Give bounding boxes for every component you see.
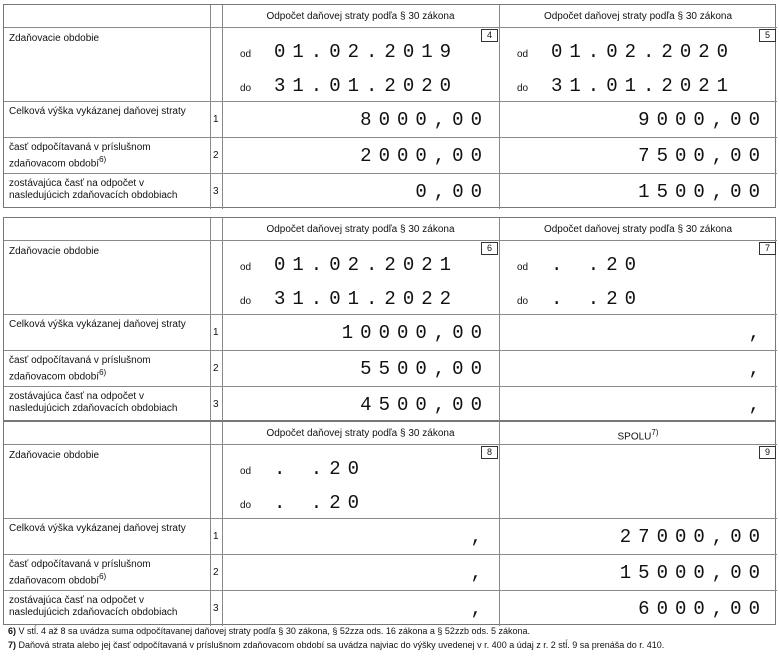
period-label: Zdaňovacie obdobie xyxy=(9,33,100,44)
amount-field[interactable]: 2000,00 xyxy=(360,145,489,167)
form-section-1 xyxy=(3,4,776,208)
amount-field[interactable]: 7500,00 xyxy=(638,145,767,167)
row-label xyxy=(9,595,204,619)
column-header xyxy=(499,224,777,235)
row-number: 3 xyxy=(213,603,219,614)
row-number: 1 xyxy=(213,114,219,125)
amount-field[interactable]: 6000,00 xyxy=(638,598,767,620)
row-divider xyxy=(4,554,777,555)
column-number-box: 7 xyxy=(759,242,776,255)
form-section-2 xyxy=(3,217,776,421)
column-header xyxy=(222,11,499,22)
column-header-text: SPOLU xyxy=(617,431,652,443)
row-label-text: zostávajúca časť na odpočet v nasledujúcich zdaňovacích obdobiach xyxy=(9,595,178,618)
date-to-field[interactable]: 31.01.2020 xyxy=(274,75,459,97)
column-divider xyxy=(210,5,211,209)
do-label: do xyxy=(240,296,252,307)
row-label-text: časť odpočítavaná v príslušnom zdaňovacom období xyxy=(9,142,151,170)
row-label-text: Celková výška vykázanej daňovej straty xyxy=(9,319,186,330)
amount-field[interactable]: 9000,00 xyxy=(638,109,767,131)
column-header-text: Odpočet daňovej straty podľa § 30 zákona xyxy=(266,224,455,235)
amount-field[interactable]: , xyxy=(748,358,767,380)
od-label: od xyxy=(240,49,252,60)
column-header xyxy=(222,428,499,439)
do-label: do xyxy=(240,83,252,94)
date-from-field[interactable]: 01.02.2019 xyxy=(274,41,459,63)
column-divider xyxy=(499,218,500,422)
row-label xyxy=(9,142,204,170)
do-label: do xyxy=(517,296,529,307)
column-divider xyxy=(222,218,223,422)
date-to-field[interactable]: . .20 xyxy=(274,492,367,514)
date-from-field[interactable]: 01.02.2021 xyxy=(274,254,459,276)
date-to-field[interactable]: . .20 xyxy=(551,288,644,310)
row-divider xyxy=(4,101,777,102)
row-number: 2 xyxy=(213,567,219,578)
od-label: od xyxy=(240,466,252,477)
row-divider xyxy=(4,173,777,174)
od-label: od xyxy=(240,262,252,273)
row-label xyxy=(9,559,204,587)
amount-field[interactable]: , xyxy=(470,598,489,620)
amount-field[interactable]: , xyxy=(748,322,767,344)
amount-field[interactable]: 8000,00 xyxy=(360,109,489,131)
row-divider xyxy=(4,590,777,591)
row-divider xyxy=(4,137,777,138)
date-from-field[interactable]: 01.02.2020 xyxy=(551,41,736,63)
column-divider xyxy=(499,422,500,626)
column-header xyxy=(499,428,777,442)
row-label-text: zostávajúca časť na odpočet v nasledujúcich zdaňovacích obdobiach xyxy=(9,391,178,414)
amount-field[interactable]: , xyxy=(470,562,489,584)
row-label-text: časť odpočítavaná v príslušnom zdaňovacom období xyxy=(9,355,151,383)
row-footnote-mark: 6) xyxy=(99,572,107,581)
column-divider xyxy=(499,5,500,209)
column-header-text: Odpočet daňovej straty podľa § 30 zákona xyxy=(543,224,733,235)
period-label: Zdaňovacie obdobie xyxy=(9,246,100,257)
column-header-text: Odpočet daňovej straty podľa § 30 zákona xyxy=(266,11,455,22)
row-divider xyxy=(4,27,777,28)
row-label xyxy=(9,355,204,383)
footnote-6: 6) V stĺ. 4 až 8 sa uvádza suma odpočítavanej daňovej straty podľa § 30 zákona, § 52zza ods. 16 zákona a § 52zzb ods. 5 zákona. xyxy=(8,626,530,636)
row-label xyxy=(9,319,204,331)
row-label xyxy=(9,523,204,535)
date-to-field[interactable]: 31.01.2022 xyxy=(274,288,459,310)
amount-field[interactable]: 1500,00 xyxy=(638,181,767,203)
do-label: do xyxy=(240,500,252,511)
row-number: 2 xyxy=(213,150,219,161)
amount-field[interactable]: 5500,00 xyxy=(360,358,489,380)
row-footnote-mark: 6) xyxy=(99,155,107,164)
column-header xyxy=(222,224,499,235)
form-section-3 xyxy=(3,421,776,625)
column-number-box: 8 xyxy=(481,446,498,459)
row-label-text: Celková výška vykázanej daňovej straty xyxy=(9,523,186,534)
column-header xyxy=(499,11,777,22)
column-number-box: 6 xyxy=(481,242,498,255)
amount-field[interactable]: 0,00 xyxy=(415,181,489,203)
column-divider xyxy=(210,218,211,422)
row-number: 3 xyxy=(213,399,219,410)
column-divider xyxy=(222,5,223,209)
row-divider xyxy=(4,350,777,351)
amount-field[interactable]: 10000,00 xyxy=(341,322,489,344)
column-number-box: 5 xyxy=(759,29,776,42)
row-divider xyxy=(4,240,777,241)
row-label-text: časť odpočítavaná v príslušnom zdaňovacom období xyxy=(9,559,151,587)
row-number: 2 xyxy=(213,363,219,374)
column-header-text: Odpočet daňovej straty podľa § 30 zákona xyxy=(543,11,733,22)
row-divider xyxy=(4,444,777,445)
footnote-7: 7) Daňová strata alebo jej časť odpočítavaná v príslušnom zdaňovacom období sa uvádza najviac do výšky uvedenej v r. 400 a údaj z r. 2 stĺ. 9 sa prenáša do r. 410. xyxy=(8,640,665,650)
spolu-footnote-mark: 7) xyxy=(651,428,659,437)
od-label: od xyxy=(517,49,529,60)
date-from-field[interactable]: . .20 xyxy=(551,254,644,276)
od-label: od xyxy=(517,262,529,273)
column-header-text: Odpočet daňovej straty podľa § 30 zákona xyxy=(266,428,455,439)
do-label: do xyxy=(517,83,529,94)
row-number: 1 xyxy=(213,327,219,338)
date-to-field[interactable]: 31.01.2021 xyxy=(551,75,736,97)
amount-field[interactable]: 27000,00 xyxy=(619,526,767,548)
row-label-text: zostávajúca časť na odpočet v nasledujúcich zdaňovacích obdobiach xyxy=(9,178,178,201)
amount-field[interactable]: 4500,00 xyxy=(360,394,489,416)
row-label xyxy=(9,106,204,118)
row-divider xyxy=(4,518,777,519)
column-divider xyxy=(210,422,211,626)
row-footnote-mark: 6) xyxy=(99,368,107,377)
column-divider xyxy=(222,422,223,626)
amount-field[interactable]: , xyxy=(470,526,489,548)
row-label-text: Celková výška vykázanej daňovej straty xyxy=(9,106,186,117)
amount-field[interactable]: , xyxy=(748,394,767,416)
row-label xyxy=(9,178,204,202)
row-label xyxy=(9,391,204,415)
row-number: 3 xyxy=(213,186,219,197)
date-from-field[interactable]: . .20 xyxy=(274,458,367,480)
row-divider xyxy=(4,314,777,315)
period-label: Zdaňovacie obdobie xyxy=(9,450,100,461)
row-divider xyxy=(4,386,777,387)
column-number-box: 4 xyxy=(481,29,498,42)
row-number: 1 xyxy=(213,531,219,542)
amount-field[interactable]: 15000,00 xyxy=(619,562,767,584)
column-number-box: 9 xyxy=(759,446,776,459)
